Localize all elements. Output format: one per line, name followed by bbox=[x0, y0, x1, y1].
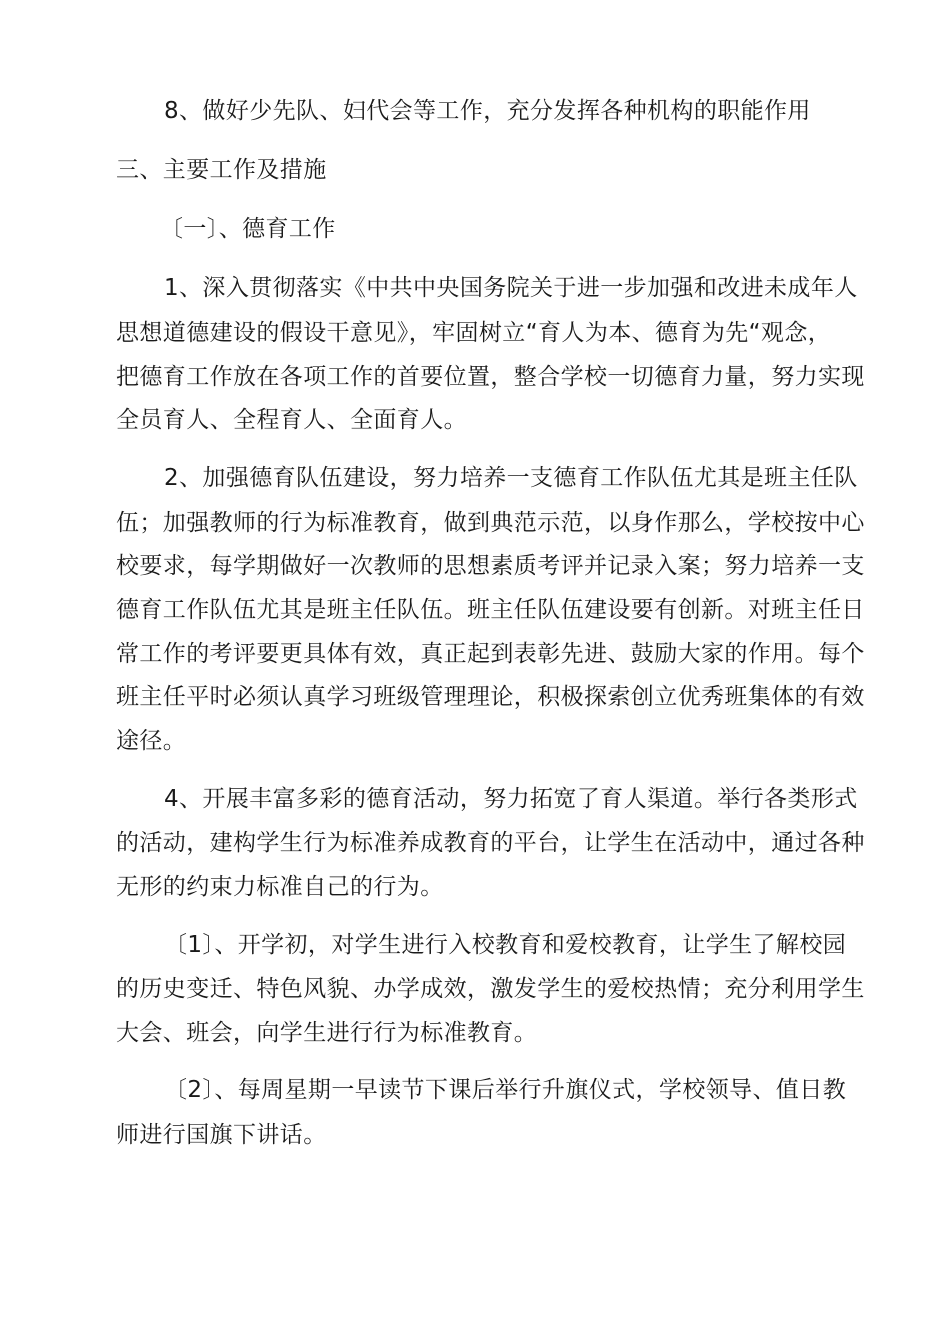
text-line: 2、加强德育队伍建设，努力培养一支德育工作队伍尤其是班主任队 bbox=[164, 465, 858, 491]
text-line: 4、开展丰富多彩的德育活动，努力拓宽了育人渠道。举行各类形式 bbox=[164, 786, 858, 812]
subsection-heading: 〔一〕、德育工作 bbox=[160, 216, 336, 242]
text-line: 无形的约束力标准自己的行为。 bbox=[116, 874, 444, 900]
text-line: 8、做好少先队、妇代会等工作，充分发挥各种机构的职能作用 bbox=[164, 98, 811, 124]
text-line: 思想道德建设的假设干意见》，牢固树立“育人为本、德育为先“观念， bbox=[116, 320, 832, 346]
text-line: 1、深入贯彻落实《中共中央国务院关于进一步加强和改进未成年人 bbox=[164, 275, 858, 301]
text-line: 师进行国旗下讲话。 bbox=[116, 1122, 327, 1148]
text-line: 的活动，建构学生行为标准养成教育的平台，让学生在活动中，通过各种 bbox=[116, 830, 865, 856]
section-heading: 三、主要工作及措施 bbox=[116, 157, 327, 183]
text-line: 把德育工作放在各项工作的首要位置，整合学校一切德育力量，努力实现 bbox=[116, 364, 865, 390]
text-line: 大会、班会，向学生进行行为标准教育。 bbox=[116, 1020, 538, 1046]
text-line: 〔1〕、开学初，对学生进行入校教育和爱校教育，让学生了解校园 bbox=[164, 932, 847, 958]
text-line: 班主任平时必须认真学习班级管理理论，积极探索创立优秀班集体的有效 bbox=[116, 684, 865, 710]
text-line: 的历史变迁、特色风貌、办学成效，激发学生的爱校热情；充分利用学生 bbox=[116, 976, 865, 1002]
text-line: 途径。 bbox=[116, 728, 187, 754]
text-line: 德育工作队伍尤其是班主任队伍。班主任队伍建设要有创新。对班主任日 bbox=[116, 597, 865, 623]
text-line: 伍；加强教师的行为标准教育，做到典范示范，以身作那么，学校按中心 bbox=[116, 510, 865, 536]
text-line: 〔2〕、每周星期一早读节下课后举行升旗仪式，学校领导、值日教 bbox=[164, 1077, 847, 1103]
text-line: 全员育人、全程育人、全面育人。 bbox=[116, 407, 467, 433]
text-line: 校要求，每学期做好一次教师的思想素质考评并记录入案；努力培养一支 bbox=[116, 553, 865, 579]
text-line: 常工作的考评要更具体有效，真正起到表彰先进、鼓励大家的作用。每个 bbox=[116, 641, 865, 667]
